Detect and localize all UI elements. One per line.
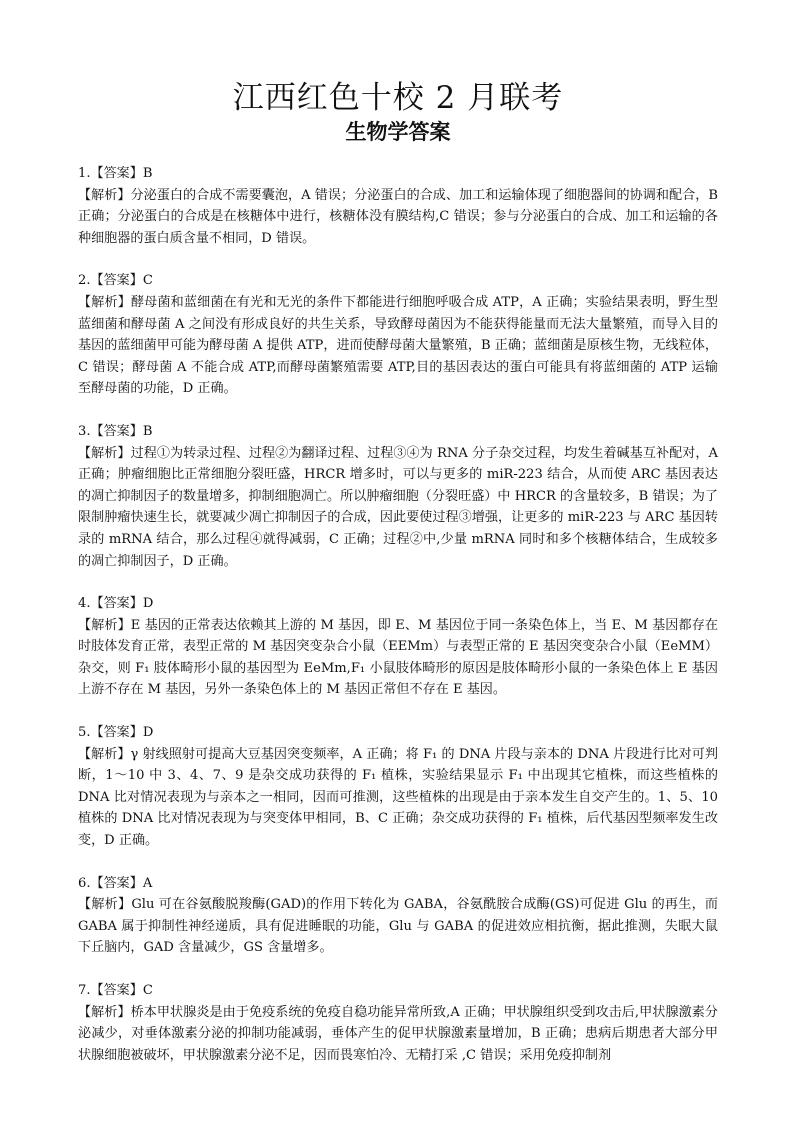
answer-item-6	[78, 873, 718, 959]
answer-label: 6.【答案】A	[78, 875, 153, 891]
page-title: 江西红色十校 2 月联考	[232, 80, 564, 116]
answer-item-2	[78, 270, 718, 400]
answer-explanation: 【解析】分泌蛋白的合成不需要囊泡，A 错误；分泌蛋白的合成、加工和运输体现了细胞器间的协调和配合，B 正确；分泌蛋白的合成是在核糖体中进行，核糖体没有膜结构,C 错误；参与分泌蛋白的合成、加工和运输的各种细胞器的蛋白质含量不相同，D 错误。	[78, 187, 718, 246]
answer-explanation: 【解析】桥本甲状腺炎是由于免疫系统的免疫自稳功能异常所致,A 正确；甲状腺组织受到攻击后,甲状腺激素分泌减少，对垂体激素分泌的抑制功能减弱，垂体产生的促甲状腺激素量增加，B 正确；患病后期患者大部分甲状腺细胞被破坏，甲状腺激素分泌不足，因而畏寒怕冷、无精打采 ,C 错误；采用免疫抑制剂	[78, 1004, 718, 1063]
answer-item-3	[78, 421, 718, 572]
answer-item-4	[78, 593, 718, 701]
answer-explanation: 【解析】γ 射线照射可提高大豆基因突变频率，A 正确；将 F₁ 的 DNA 片段与亲本的 DNA 片段进行比对可判断，1～10 中 3、4、7、9 是杂交成功获得的 F₁ 植株，实验结果显示 F₁ 中出现其它植株，而这些植株的 DNA 比对情况表现为与亲本之一相同，因而可推测，这些植株的出现是由于亲本发生自交产生的。1、5、10 植株的 DNA 比对情况表现为与突变体甲相同，B、C 正确；杂交成功获得的 F₁ 植株，后代基因型频率发生改变，D 正确。	[78, 746, 718, 849]
answer-label: 1.【答案】B	[78, 166, 153, 181]
answer-label: 7.【答案】C	[78, 983, 153, 998]
answer-label: 2.【答案】C	[78, 273, 153, 289]
answer-item-5	[78, 722, 718, 852]
page-subtitle: 生物学答案	[345, 120, 451, 144]
answer-label: 4.【答案】D	[78, 596, 154, 612]
answer-explanation: 【解析】E 基因的正常表达依赖其上游的 M 基因，即 E、M 基因位于同一条染色体上，当 E、M 基因都存在时肢体发育正常，表型正常的 M 基因突变杂合小鼠（EEMm）与表型正常的 E 基因突变杂合小鼠（EeMM）杂交，则 F₁ 肢体畸形小鼠的基因型为 EeMm,F₁ 小鼠肢体畸形的原因是肢体畸形小鼠的一条染色体上 E 基因上游不存在 M 基因，另外一条染色体上的 M 基因正常但不存在 E 基因。	[78, 617, 718, 698]
answer-explanation: 【解析】Glu 可在谷氨酸脱羧酶(GAD)的作用下转化为 GABA，谷氨酰胺合成酶(GS)可促进 Glu 的再生，而 GABA 属于抑制性神经递质，具有促进睡眠的功能，Glu 与 GABA 的促进效应相抗衡，据此推测，失眠大鼠下丘脑内，GAD 含量减少，GS 含量增多。	[78, 897, 718, 956]
answer-item-1	[78, 163, 718, 249]
answer-label: 3.【答案】B	[78, 423, 153, 439]
answer-explanation: 【解析】酵母菌和蓝细菌在有光和无光的条件下都能进行细胞呼吸合成 ATP，A 正确；实验结果表明，野生型蓝细菌和酵母菌 A 之间没有形成良好的共生关系，导致酵母菌因为不能获得能量而无法大量繁殖，而导入目的基因的蓝细菌甲可能为酵母菌 A 提供 ATP，进而使酵母菌大量繁殖，B 正确；蓝细菌是原核生物，无线粒体，C 错误；酵母菌 A 不能合成 ATP,而酵母菌繁殖需要 ATP,目的基因表达的蛋白可能具有将蓝细菌的 ATP 运输至酵母菌的功能，D 正确。	[78, 294, 718, 397]
answer-explanation: 【解析】过程①为转录过程、过程②为翻译过程、过程③④为 RNA 分子杂交过程，均发生着碱基互补配对，A 正确；肿瘤细胞比正常细胞分裂旺盛，HRCR 增多时，可以与更多的 miR-223 结合，从而使 ARC 基因表达的凋亡抑制因子的数量增多，抑制细胞凋亡。所以肿瘤细胞（分裂旺盛）中 HRCR 的含量较多，B 错误；为了限制肿瘤快速生长，就要减少凋亡抑制因子的合成，因此要使过程③增强，让更多的 miR-223 与 ARC 基因转录的 mRNA 结合，那么过程④就得减弱，C 正确；过程②中,少量 mRNA 同时和多个核糖体结合，生成较多的凋亡抑制因子，D 正确。	[78, 445, 718, 569]
answer-item-7	[78, 980, 718, 1066]
answer-label: 5.【答案】D	[78, 725, 154, 741]
